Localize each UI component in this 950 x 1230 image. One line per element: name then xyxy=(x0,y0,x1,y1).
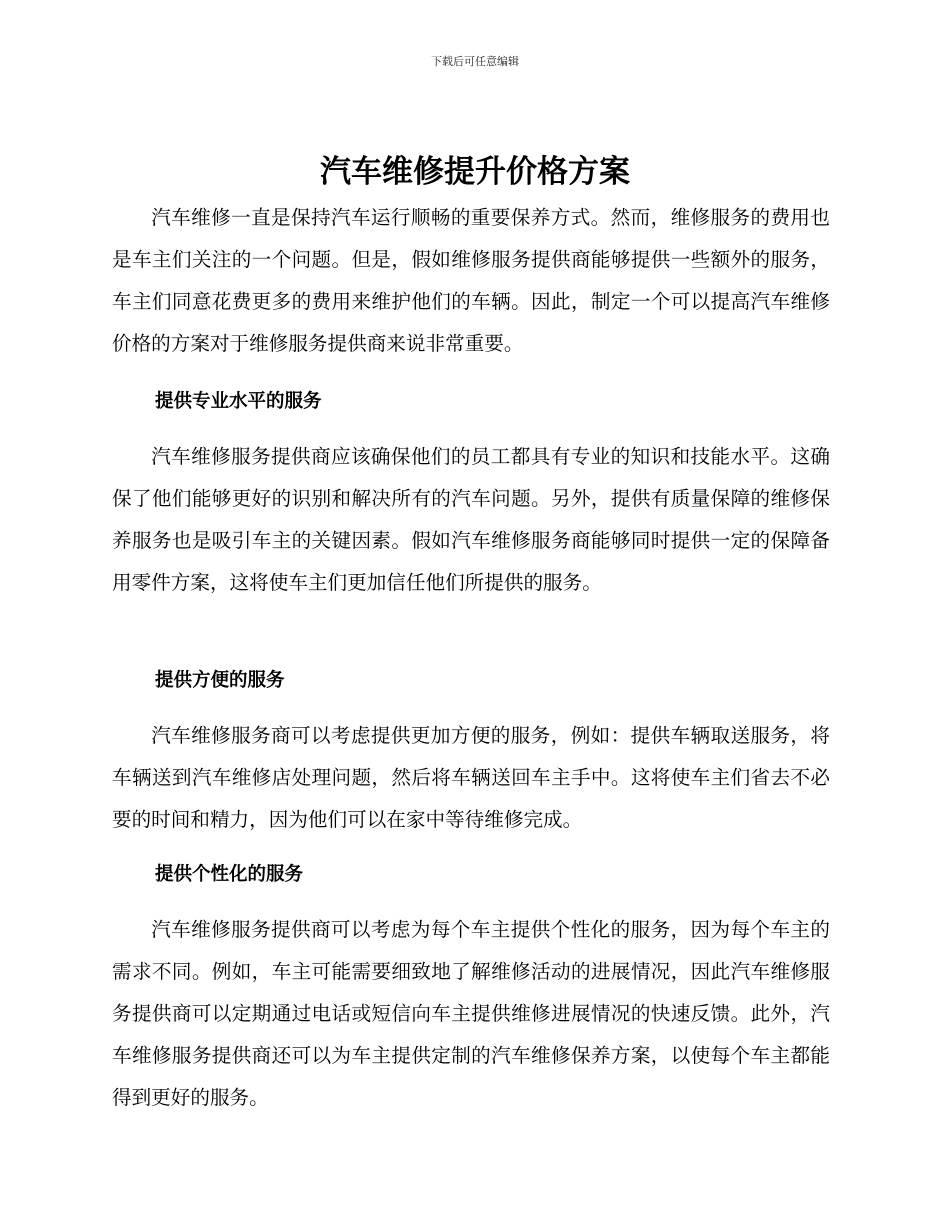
intro-paragraph: 汽车维修一直是保持汽车运行顺畅的重要保养方式。然而，维修服务的费用也是车主们关注的一个问题。但是，假如维修服务提供商能够提供一些额外的服务，车主们同意花费更多的费用来维护他们的车辆。因此，制定一个可以提高汽车维修价格的方案对于维修服务提供商来说非常重要。 xyxy=(112,206,830,355)
document-title: 汽车维修提升价格方案 xyxy=(320,154,630,190)
section-body-convenient: 汽车维修服务商可以考虑提供更加方便的服务，例如：提供车辆取送服务，将车辆送到汽车维修店处理问题，然后将车辆送回车主手中。这将使车主们省去不必要的时间和精力，因为他们可以在家中等待维修完成。 xyxy=(112,724,830,831)
section-body-personalized: 汽车维修服务提供商可以考虑为每个车主提供个性化的服务，因为每个车主的需求不同。例如，车主可能需要细致地了解维修活动的进展情况，因此汽车维修服务提供商可以定期通过电话或短信向车主提供维修进展情况的快速反馈。此外，汽车维修服务提供商还可以为车主提供定制的汽车维修保养方案，以使每个车主都能得到更好的服务。 xyxy=(112,918,830,1109)
section-body-professional: 汽车维修服务提供商应该确保他们的员工都具有专业的知识和技能水平。这确保了他们能够更好的识别和解决所有的汽车问题。另外，提供有质量保障的维修保养服务也是吸引车主的关键因素。假如汽车维修服务商能够同时提供一定的保障备用零件方案，这将使车主们更加信任他们所提供的服务。 xyxy=(112,445,830,594)
header-note: 下载后可任意编辑 xyxy=(431,55,519,68)
section-heading-convenient: 提供方便的服务 xyxy=(155,670,285,691)
section-heading-personalized: 提供个性化的服务 xyxy=(155,864,304,885)
section-heading-professional: 提供专业水平的服务 xyxy=(155,391,322,412)
